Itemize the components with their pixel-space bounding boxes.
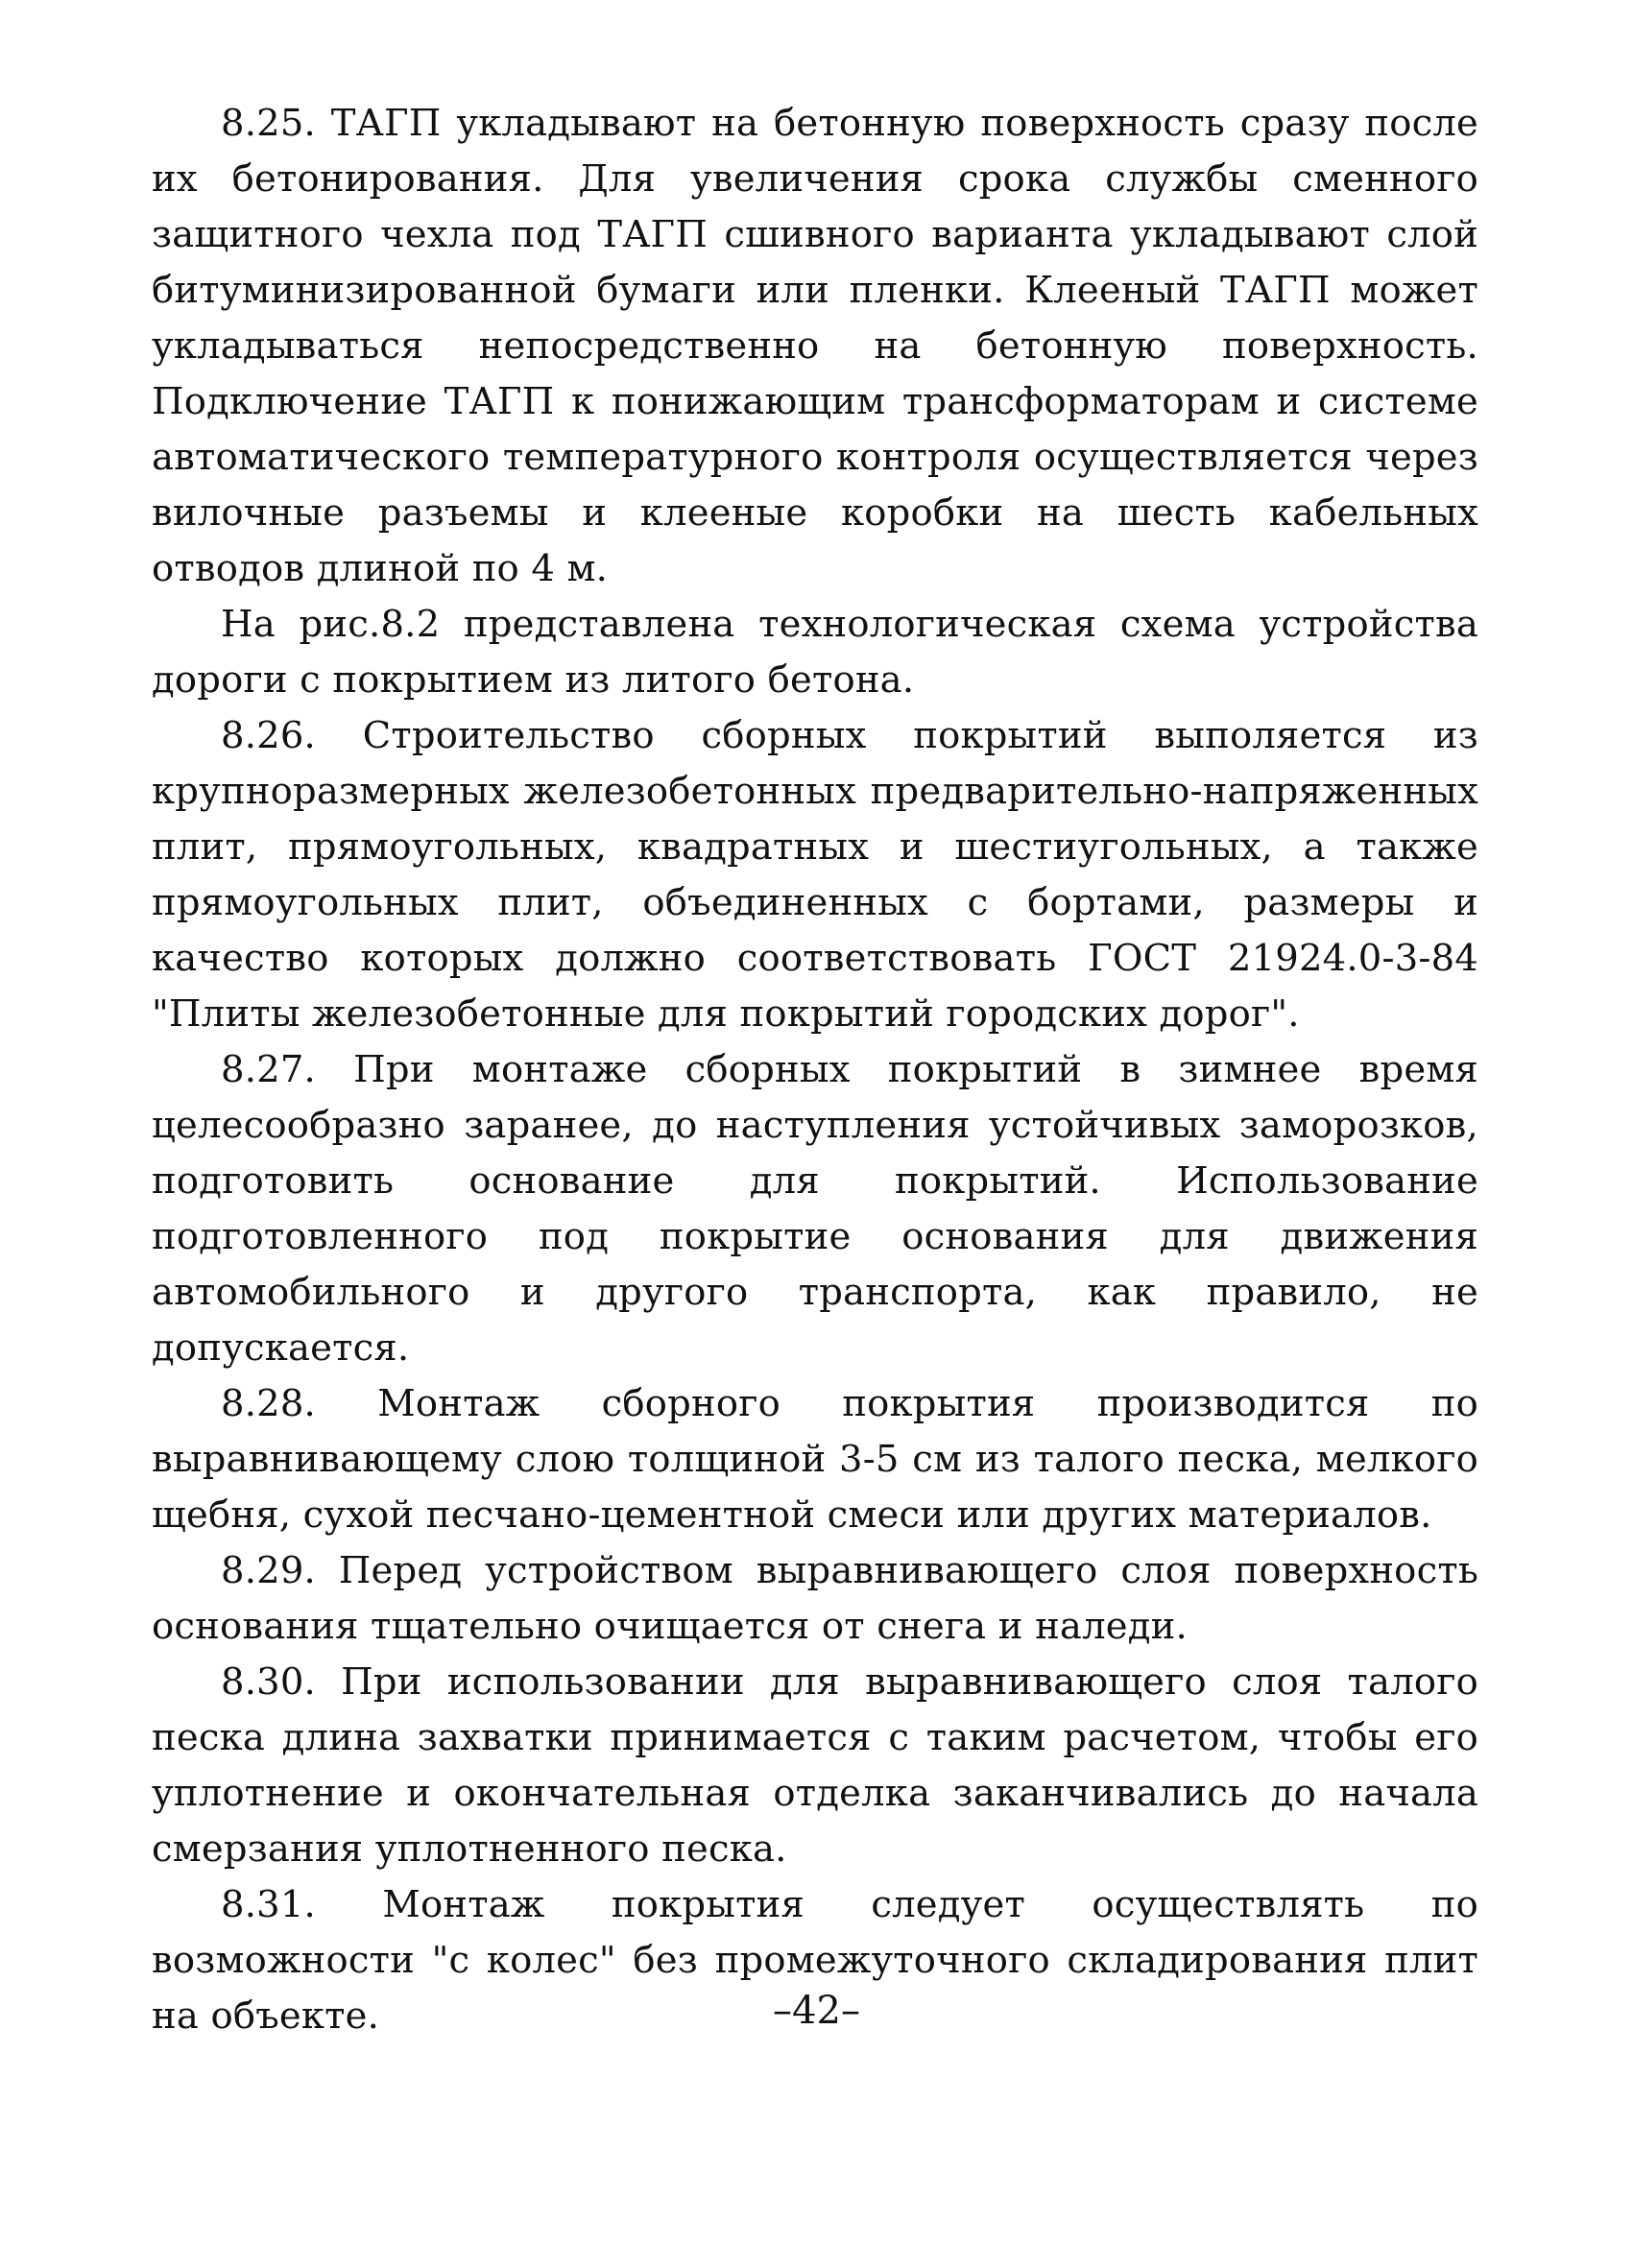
paragraph-8-29: 8.29. Перед устройством выравнивающего слоя поверхность основания тщательно очищается от снега и наледи. xyxy=(152,1549,1478,1648)
paragraph-8-25: 8.25. ТАГП укладывают на бетонную поверхность сразу после их бетонирования. Для увеличения срока службы сменного защитного чехла под ТАГП сшивного варианта укладывают слой битуминизированной бумаги или пленки. Клееный ТАГП может укладываться непосредственно на бетонную поверхность. Подключение ТАГП к понижающим трансформаторам и системе автоматического температурного контроля осуществляется через вилочные разъемы и клееные коробки на шесть кабельных отводов длиной по 4 м. xyxy=(152,102,1478,590)
paragraph-8-28: 8.28. Монтаж сборного покрытия производится по выравнивающему слою толщиной 3-5 см из талого песка, мелкого щебня, сухой песчано-цементной смеси или других материалов. xyxy=(152,1382,1478,1537)
body-text xyxy=(152,96,1478,2044)
paragraph-8-27: 8.27. При монтаже сборных покрытий в зимнее время целесообразно заранее, до наступления устойчивых заморозков, подготовить основание для покрытий. Использование подготовленного под покрытие основания для движения автомобильного и другого транспорта, как правило, не допускается. xyxy=(152,1048,1478,1370)
page-number: –42– xyxy=(773,1989,860,2033)
paragraph-8-26: 8.26. Строительство сборных покрытий выполяется из крупноразмерных железобетонных предварительно-напряженных плит, прямоугольных, квадратных и шестиугольных, а также прямоугольных плит, объединенных с бортами, размеры и качество которых должно соответствовать ГОСТ 21924.0-3-84 "Плиты железобетонные для покрытий городских дорог". xyxy=(152,714,1478,1036)
paragraph-8-31: 8.31. Монтаж покрытия следует осуществлять по возможности "с колес" без промежуточного складирования плит на объекте. xyxy=(152,1883,1478,2038)
paragraph-8-30: 8.30. При использовании для выравнивающего слоя талого песка длина захватки принимается с таким расчетом, чтобы его уплотнение и окончательная отделка заканчивались до начала смерзания уплотненного песка. xyxy=(152,1660,1478,1871)
paragraph-figure-reference: На рис.8.2 представлена технологическая схема устройства дороги с покрытием из литого бетона. xyxy=(152,603,1478,702)
